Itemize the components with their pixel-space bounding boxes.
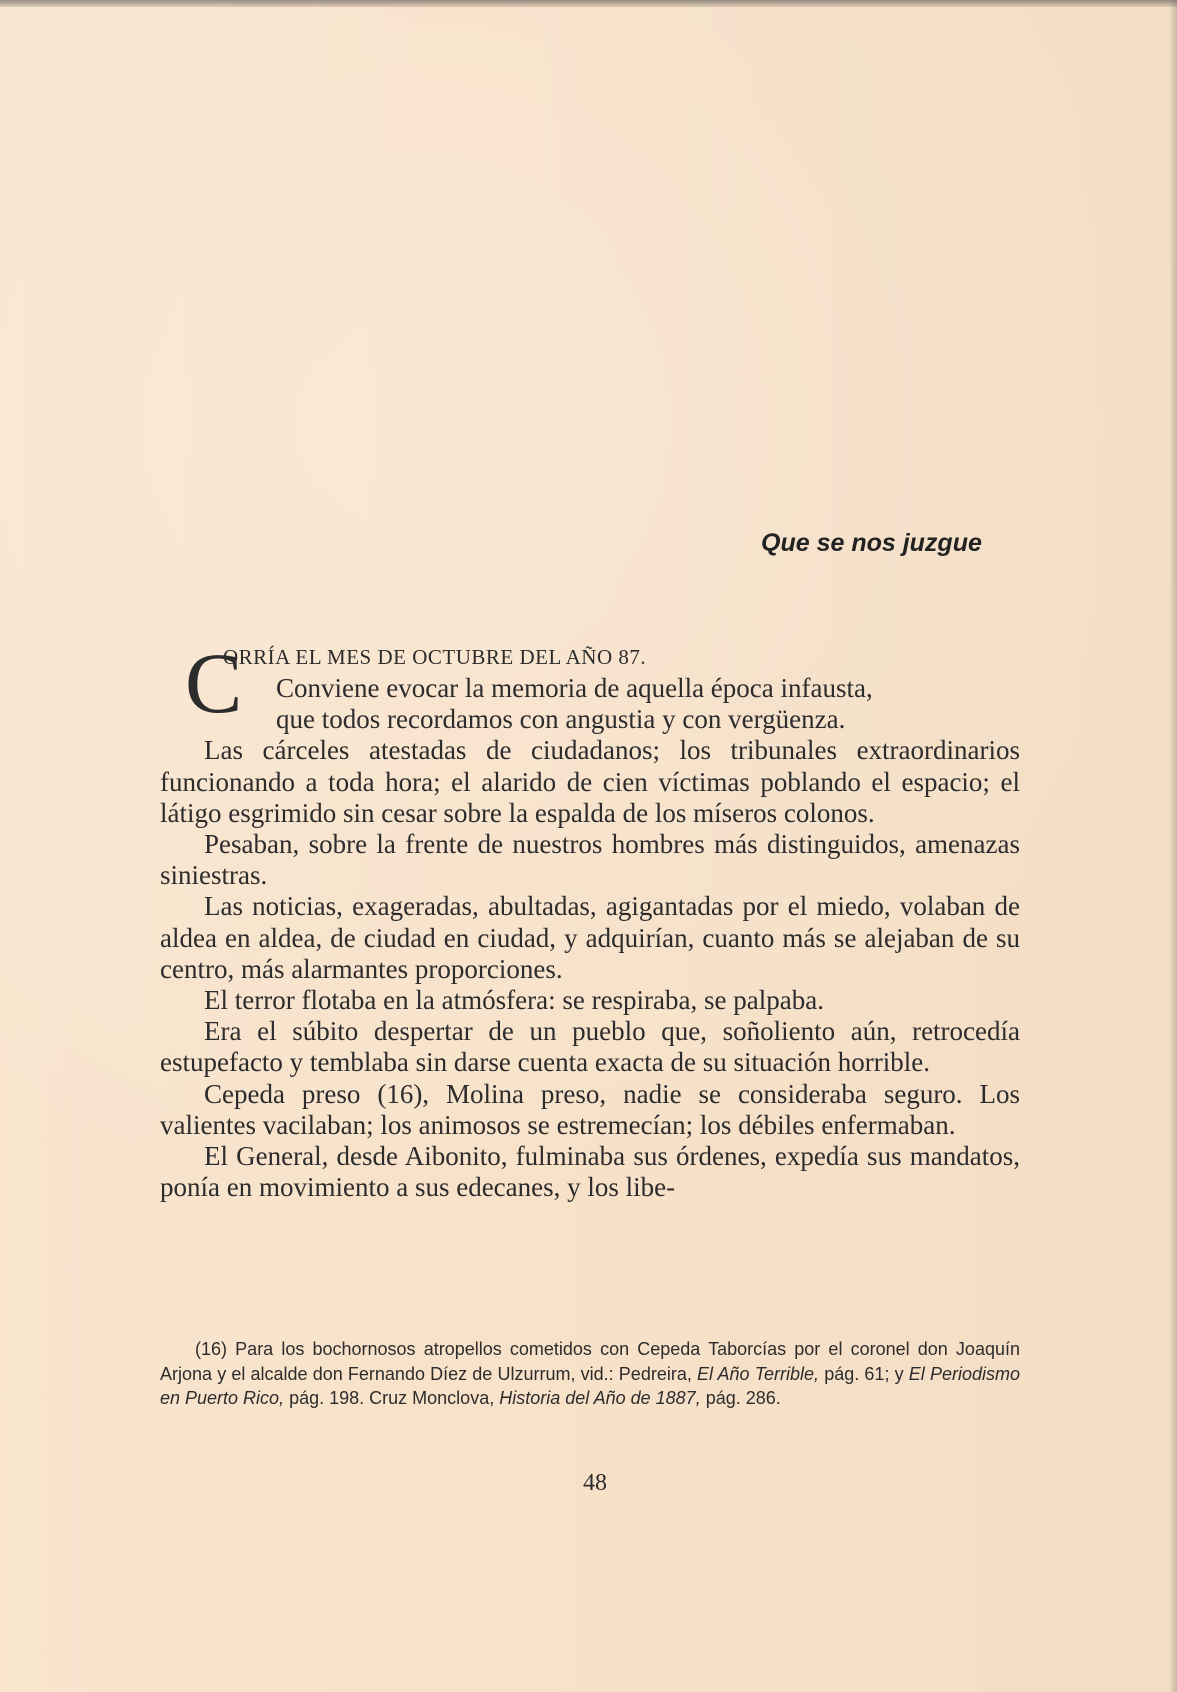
paragraph-1: Las cárceles atestadas de ciudadanos; los tribunales extraordinarios funcionando a toda hora; el alarido de cien víctimas poblando el espacio; el látigo esgrimido sin cesar sobre la espalda de los míseros colonos. (160, 735, 1020, 828)
footnote-number: (16) (195, 1339, 228, 1359)
drop-cap: C (185, 635, 243, 731)
paragraph-7: El General, desde Aibonito, fulminaba sus órdenes, expedía sus mandatos, ponía en movimiento a sus edecanes, y los libe- (160, 1141, 1020, 1203)
main-text (160, 635, 1020, 1203)
opening-small-caps: ORRÍA EL MES DE OCTUBRE DEL AÑO 87. (223, 645, 647, 669)
footnote-title-3: Historia del Año de 1887, (499, 1388, 701, 1409)
paragraph-3: Las noticias, exageradas, abultadas, agigantadas por el miedo, volaban de aldea en aldea, de ciudad en ciudad, y adquirían, cuanto más se alejaban de su centro, más alarmantes proporciones. (160, 891, 1020, 984)
page-top-edge (0, 0, 1177, 7)
chapter-title: Que se nos juzgue (761, 529, 982, 557)
footnote-text (160, 1337, 1020, 1411)
paragraph-2: Pesaban, sobre la frente de nuestros hombres más distinguidos, amenazas siniestras. (160, 829, 1020, 891)
opening-line-2: Conviene evocar la memoria de aquella época infausta, (276, 673, 873, 703)
footnote-text-3: pág. 198. Cruz Monclova, (289, 1388, 495, 1409)
page-number: 48 (583, 1470, 607, 1496)
footnote-text-2: pág. 61; y (824, 1363, 904, 1384)
footnote-text-1: Para los bochornosos atropellos cometidos con Cepeda Taborcías por el coronel don Joaquín Arjona y el alcalde don Fernando Díez de Ulzurrum, vid.: Pedreira, (160, 1339, 1020, 1384)
opening-line-3: que todos recordamos con angustia y con vergüenza. (276, 704, 846, 735)
paragraph-5: Era el súbito despertar de un pueblo que, soñoliento aún, retrocedía estupefacto y temblaba sin darse cuenta exacta de su situación horrible. (160, 1016, 1020, 1078)
paragraph-6: Cepeda preso (16), Molina preso, nadie se consideraba seguro. Los valientes vacilaban; los animosos se estremecían; los débiles enfermaban. (160, 1078, 1020, 1140)
footnote-title-2: El Periodismo en Puerto Rico, (160, 1363, 1020, 1409)
footnote (160, 1337, 1020, 1411)
page-right-edge (1169, 0, 1177, 1692)
paragraph-4: El terror flotaba en la atmósfera: se respiraba, se palpaba. (204, 985, 824, 1016)
footnote-title-1: El Año Terrible, (697, 1363, 820, 1384)
footnote-text-4: pág. 286. (705, 1388, 781, 1409)
